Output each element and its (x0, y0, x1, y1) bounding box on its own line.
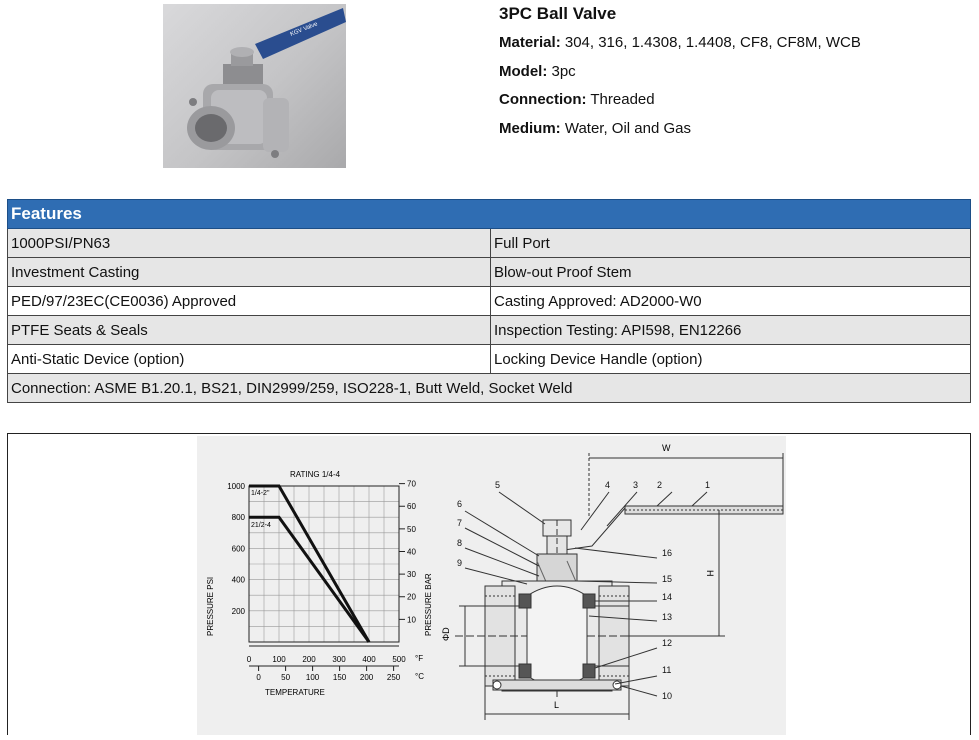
table-cell: PTFE Seats & Seals (8, 316, 491, 345)
spec-label: Connection: (499, 91, 587, 108)
spec-value: 304, 316, 1.4308, 1.4408, CF8, CF8M, WCB (560, 34, 861, 51)
table-row (8, 316, 971, 345)
unit-c: °C (415, 672, 424, 681)
c-tick-label: 100 (305, 673, 320, 682)
table-cell: Investment Casting (8, 258, 491, 287)
c-tick-label: 250 (386, 673, 401, 682)
svg-text:KGV Valve: KGV Valve (289, 21, 319, 38)
table-cell: 1000PSI/PN63 (8, 229, 491, 258)
chart-title: RATING 1/4-4 (290, 470, 341, 479)
bar-tick-label: 20 (407, 592, 416, 602)
psi-tick-label: 800 (231, 513, 245, 523)
table-row (8, 287, 971, 316)
bar-tick-label: 70 (407, 479, 416, 489)
psi-axis (227, 482, 245, 616)
part-number: 12 (662, 638, 673, 648)
psi-tick-label: 400 (231, 575, 245, 585)
c-tick-label: 200 (359, 673, 374, 682)
table-cell: Full Port (491, 229, 971, 258)
unit-f: °F (415, 654, 424, 663)
pressure-temperature-chart (206, 470, 433, 697)
part-number: 14 (662, 592, 673, 602)
spec-medium (499, 120, 861, 149)
psi-tick-label: 1000 (227, 482, 245, 491)
table-cell: Casting Approved: AD2000-W0 (491, 287, 971, 316)
technical-diagram (197, 436, 786, 735)
bar-tick-label: 10 (407, 615, 416, 625)
spec-value: Threaded (586, 91, 655, 108)
table-cell: Locking Device Handle (option) (491, 345, 971, 374)
part-number: 11 (662, 665, 672, 675)
ylabel-left: PRESSURE PSI (206, 576, 215, 636)
dim-h-label: H (705, 570, 715, 577)
connection-standards: Connection: ASME B1.20.1, BS21, DIN2999/259, ISO228-1, Butt Weld, Socket Weld (8, 374, 971, 403)
product-photo (163, 4, 346, 168)
part-number: 9 (457, 558, 463, 568)
part-number: 6 (457, 499, 463, 509)
part-number: 13 (662, 612, 673, 622)
f-tick-label: 100 (272, 655, 286, 664)
table-row (8, 229, 971, 258)
part-number: 4 (605, 480, 611, 490)
dim-w-label: W (662, 443, 671, 453)
bar-tick-label: 60 (407, 502, 416, 512)
product-info (499, 4, 861, 148)
features-table (7, 199, 971, 403)
spec-value: Water, Oil and Gas (560, 119, 691, 137)
f-tick-label: 300 (332, 655, 346, 664)
product-title: 3PC Ball Valve (499, 4, 617, 23)
table-row (8, 258, 971, 287)
f-tick-label: 200 (302, 655, 316, 664)
c-tick-label: 0 (256, 673, 261, 682)
part-number: 5 (495, 480, 501, 490)
spec-connection (499, 91, 861, 120)
fahrenheit-axis (247, 646, 406, 664)
part-number: 15 (662, 574, 673, 584)
series-label-a: 1/4-2" (251, 490, 270, 497)
c-tick-label: 50 (281, 673, 291, 682)
celsius-axis (249, 666, 401, 682)
part-number: 1 (705, 480, 711, 490)
f-tick-label: 500 (392, 655, 406, 664)
psi-tick-label: 200 (231, 606, 245, 616)
valve-drawing (455, 453, 783, 720)
dim-l-label: L (554, 700, 560, 710)
part-number: 3 (633, 480, 639, 490)
spec-label: Model: (499, 62, 548, 80)
spec-value: 3pc (547, 62, 576, 80)
features-header: Features (8, 200, 971, 229)
table-row (8, 345, 971, 374)
spec-material (499, 34, 861, 63)
table-cell: PED/97/23EC(CE0036) Approved (8, 287, 491, 316)
xlabel: TEMPERATURE (265, 688, 325, 697)
part-number: 7 (457, 518, 463, 528)
bar-tick-label: 30 (407, 570, 416, 580)
bar-axis (399, 480, 416, 625)
dim-d-label: ΦD (441, 627, 451, 641)
spec-label: Medium: (499, 119, 561, 137)
table-row (8, 374, 971, 403)
bar-tick-label: 50 (407, 524, 416, 534)
c-tick-label: 150 (332, 673, 347, 682)
table-cell: Blow-out Proof Stem (491, 258, 971, 287)
part-number: 8 (457, 538, 463, 548)
f-tick-label: 400 (362, 655, 376, 664)
psi-tick-label: 600 (231, 544, 245, 554)
ylabel-right: PRESSURE BAR (424, 573, 433, 636)
spec-label: Material: (499, 34, 561, 51)
series-label-b: 21/2-4 (251, 522, 271, 529)
table-cell: Inspection Testing: API598, EN12266 (491, 316, 971, 345)
bar-tick-label: 40 (407, 547, 416, 557)
part-number: 10 (662, 691, 673, 701)
part-number: 16 (662, 548, 673, 558)
table-cell: Anti-Static Device (option) (8, 345, 491, 374)
f-tick-label: 0 (246, 655, 252, 664)
spec-model (499, 63, 861, 92)
part-number: 2 (657, 480, 663, 490)
